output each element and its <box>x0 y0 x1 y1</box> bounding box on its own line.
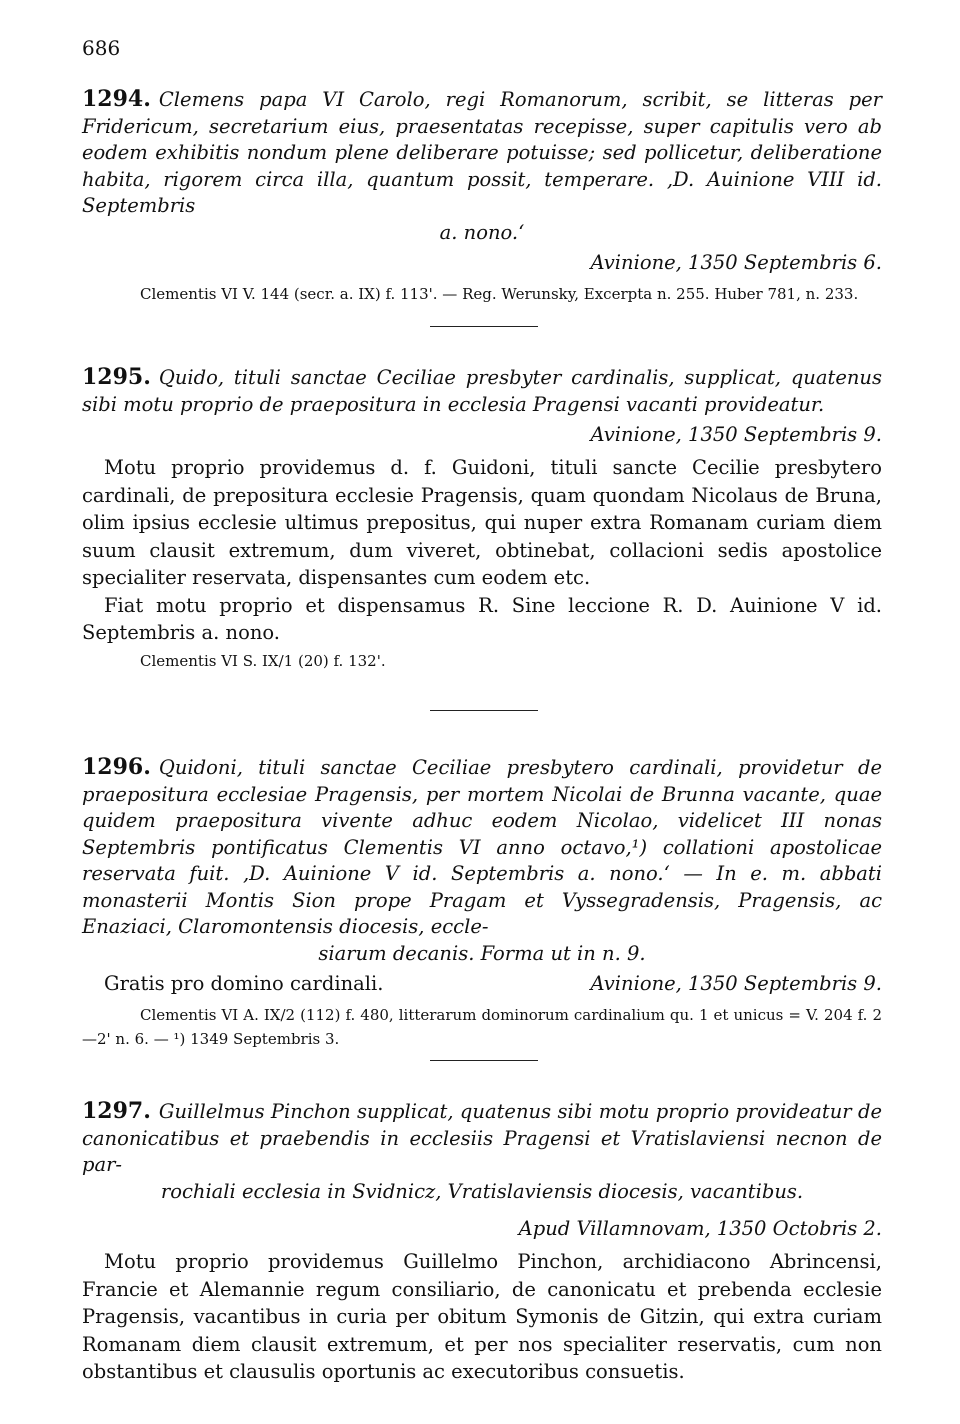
separator-rule <box>430 710 538 711</box>
entry-source-note: Clementis VI S. IX/1 (20) f. 132'. <box>140 651 386 670</box>
entry-1294 <box>82 86 882 306</box>
entry-text-paragraph: Motu proprio providemus d. f. Guidoni, tituli sancte Cecilie presbytero cardinali, de prepositura ecclesie Pragensis, quam quondam Nicolaus de Bruna, olim ipsius ecclesie ultimus prepositus, qui nuper extra Romanam curiam diem suum clausit extremum, dum viveret, obtinebat, collacioni sedis apostolice specialiter reservata, dispensantes cum eodem etc. <box>82 456 882 589</box>
entry-number: 1295. <box>82 364 151 390</box>
entry-1295 <box>82 364 882 673</box>
entry-text-paragraph: Fiat motu proprio et dispensamus R. Sine leccione R. D. Auinione V id. Septembris a. nono. <box>82 593 882 644</box>
entry-text-paragraph: Motu proprio providemus Guillelmo Pinchon, archidiacono Abrincensi, Francie et Alemannie regum consiliario, de canonicatu et prebenda ecclesie Pragensis, vacantibus in curia per obitum Symonis de Gitzin, qui extra curiam Romanam diem clausit extremum, et per nos specialiter reservatis, cum non obstantibus et clausulis oportunis ac executoribus consuetis. <box>82 1250 882 1383</box>
entry-dateline: Apud Villamnovam, 1350 Octobris 2. <box>518 1217 882 1240</box>
separator-rule <box>430 326 538 327</box>
entry-number: 1296. <box>82 754 151 780</box>
entry-1297 <box>82 1098 882 1386</box>
entry-number: 1297. <box>82 1098 151 1124</box>
entry-summary: 1294. Clemens papa VI Carolo, regi Romanorum, scribit, se litteras per Fridericum, secretarium eius, praesentatas recepisse, super capitulis vero ab eodem exhibitis nondum plene deliberare potuisse; sed pollicetur, deliberatione habita, rigorem circa illa, quantum possit, temperare. ,D. Auinione VIII id. Septembris <box>82 86 882 217</box>
entry-summary-end: rochiali ecclesia in Svidnicz, Vratislaviensis diocesis, vacantibus. <box>160 1179 804 1203</box>
entry-dateline: Avinione, 1350 Septembris 9. <box>590 423 882 446</box>
entry-source-note: Clementis VI V. 144 (secr. a. IX) f. 113'. — Reg. Werunsky, Excerpta n. 255. Huber 781, n. 233. <box>140 285 859 303</box>
entry-number: 1294. <box>82 86 151 112</box>
entry-summary-end: siarum decanis. Forma ut in n. 9. <box>318 941 646 965</box>
separator-rule <box>430 1060 538 1061</box>
page-number: 686 <box>82 36 121 60</box>
gratis-note: Gratis pro domino cardinali. <box>104 972 384 995</box>
entry-dateline: Avinione, 1350 Septembris 6. <box>590 251 882 274</box>
entry-summary: 1295. Quido, tituli sanctae Ceciliae presbyter cardinalis, supplicat, quatenus sibi motu proprio de praepositura in ecclesia Pragensi vacanti provideatur. <box>82 364 882 416</box>
entry-dateline: Avinione, 1350 Septembris 9. <box>590 972 882 995</box>
entry-dateline-row <box>82 970 882 997</box>
entry-1296 <box>82 754 882 1051</box>
entry-source-note: Clementis VI A. IX/2 (112) f. 480, litterarum dominorum cardinalium qu. 1 et unicus = V. 204 f. 2—2' n. 6. — ¹) 1349 Septembris 3. <box>82 1006 882 1048</box>
entry-summary-end: a. nono.‘ <box>439 220 525 244</box>
entry-summary: 1297. Guillelmus Pinchon supplicat, quatenus sibi motu proprio provideatur de canonicatibus et praebendis in ecclesiis Pragensi et Vratislaviensi necnon de par- <box>82 1098 882 1176</box>
entry-summary: 1296. Quidoni, tituli sanctae Ceciliae presbytero cardinali, providetur de praepositura ecclesiae Pragensis, per mortem Nicolai de Brunna vacante, quae quidem praepositura vivente adhuc eodem Nicolao, videlicet III nonas Septembris pontificatus Clementis VI anno octavo,¹) collationi apostolicae reservata fuit. ,D. Auinione V id. Septembris a. nono.‘ — In e. m. abbati monasterii Montis Sion prope Pragam et Vyssegradensis, Pragensis, ac Enaziaci, Claromontensis diocesis, eccle- <box>82 754 882 938</box>
